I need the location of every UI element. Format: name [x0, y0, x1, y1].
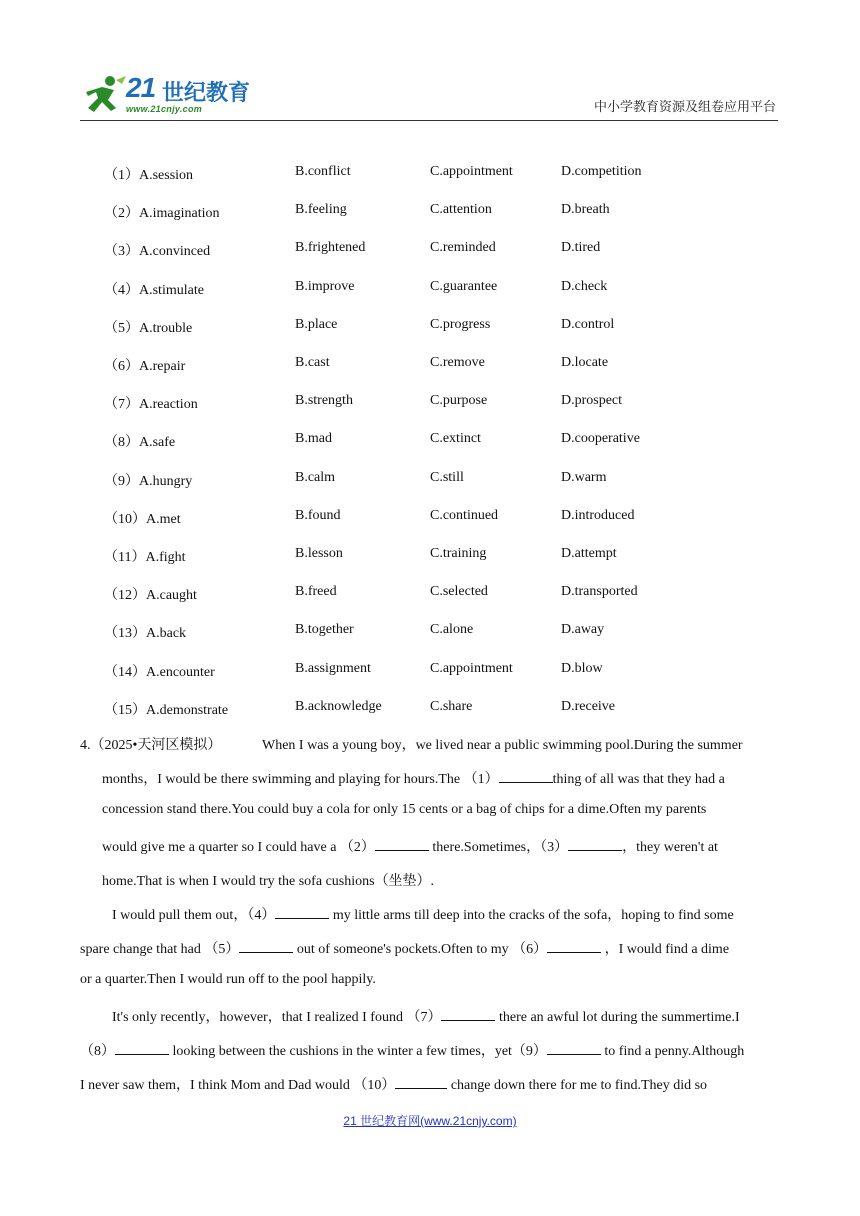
option-c[interactable]: C.remove — [430, 355, 485, 370]
option-b[interactable]: B.place — [295, 316, 338, 332]
option-c[interactable]: C.reminded — [430, 240, 496, 256]
option-b[interactable]: B.acknowledge — [295, 698, 382, 714]
option-d[interactable]: D.blow — [561, 660, 603, 676]
option-b[interactable]: B.strength — [295, 393, 353, 409]
option-a[interactable]: （10）A.met — [104, 511, 181, 527]
option-b[interactable]: B.cast — [295, 355, 330, 370]
option-b[interactable]: B.mad — [295, 431, 332, 447]
option-a[interactable]: （2）A.imagination — [104, 206, 220, 222]
q4-line-1 — [80, 734, 743, 754]
option-d[interactable]: D.away — [561, 622, 605, 638]
option-d[interactable]: D.cooperative — [561, 431, 640, 447]
option-c[interactable]: C.training — [430, 546, 487, 561]
option-b[interactable]: B.lesson — [295, 546, 343, 561]
option-d[interactable]: D.check — [561, 278, 608, 294]
logo — [80, 72, 250, 116]
option-c[interactable]: C.alone — [430, 622, 474, 638]
option-c[interactable]: C.share — [430, 698, 473, 714]
blank-8[interactable] — [115, 1042, 169, 1055]
blank-9[interactable] — [547, 1042, 601, 1055]
option-d[interactable]: D.introduced — [561, 507, 635, 523]
text: home.That is when I would try the sofa cushions（坐垫）. — [102, 874, 435, 889]
q4-p2-line-3 — [80, 972, 376, 988]
option-b[interactable]: B.calm — [295, 469, 336, 485]
option-b[interactable]: B.found — [295, 507, 341, 523]
q4-p3-line-2 — [80, 1040, 744, 1060]
text: I never saw them，I think Mom and Dad would （10） — [80, 1078, 396, 1093]
page-header — [80, 68, 778, 121]
option-c[interactable]: C.selected — [430, 584, 488, 600]
q4-line-4 — [102, 836, 718, 856]
q4-p3-line-3 — [80, 1074, 707, 1094]
blank-3[interactable] — [568, 838, 622, 851]
text: would give me a quarter so I could have a （2） — [102, 840, 375, 855]
logo-number: 21 — [126, 72, 156, 103]
option-d[interactable]: D.warm — [561, 469, 607, 485]
blank-1[interactable] — [499, 770, 553, 783]
q4-line-5 — [102, 870, 434, 890]
option-a[interactable]: （6）A.repair — [104, 359, 186, 374]
option-a[interactable]: （7）A.reaction — [104, 397, 198, 413]
text: concession stand there.You could buy a cola for only 15 cents or a bag of chips for a dime.Often my parents — [102, 802, 707, 817]
logo-text: 世纪教育 — [162, 80, 251, 105]
option-a[interactable]: （15）A.demonstrate — [104, 702, 229, 718]
blank-2[interactable] — [375, 838, 429, 851]
text: ，they weren't at — [622, 840, 718, 855]
q4-p2-line-1 — [112, 904, 734, 924]
option-d[interactable]: D.breath — [561, 202, 610, 218]
text: out of someone's pockets.Often to my （6） — [293, 942, 548, 957]
logo-url: www.21cnjy.com — [126, 104, 203, 114]
option-a[interactable]: （5）A.trouble — [104, 320, 193, 336]
option-d[interactable]: D.competition — [561, 164, 642, 179]
text: months，I would be there swimming and playing for hours.The （1） — [102, 772, 499, 787]
option-c[interactable]: C.continued — [430, 507, 499, 523]
runner-logo-icon — [80, 74, 126, 116]
text: looking between the cushions in the winter a few times，yet（9） — [169, 1044, 547, 1059]
option-a[interactable]: （12）A.caught — [104, 588, 197, 604]
option-a[interactable]: （11）A.fight — [104, 550, 186, 565]
text: to find a penny.Although — [600, 1044, 745, 1059]
option-b[interactable]: B.feeling — [295, 202, 347, 218]
option-a[interactable]: （4）A.stimulate — [104, 282, 204, 298]
option-a[interactable]: （8）A.safe — [104, 435, 176, 451]
text: my little arms till deep into the cracks of the sofa，hoping to find some — [329, 908, 734, 923]
option-c[interactable]: C.guarantee — [430, 278, 498, 294]
option-b[interactable]: B.frightened — [295, 240, 366, 256]
option-d[interactable]: D.tired — [561, 240, 601, 256]
option-c[interactable]: C.attention — [430, 202, 492, 218]
text: there.Sometimes，（3） — [428, 840, 569, 855]
header-tagline: 中小学教育资源及组卷应用平台 — [593, 99, 776, 114]
blank-4[interactable] — [275, 906, 329, 919]
option-b[interactable]: B.freed — [295, 584, 337, 600]
option-d[interactable]: D.prospect — [561, 393, 623, 409]
option-b[interactable]: B.together — [295, 622, 354, 638]
text: ，I would find a dime — [601, 942, 730, 957]
text: When I was a young boy，we lived near a public swimming pool.During the summer — [262, 738, 743, 753]
option-d[interactable]: D.transported — [561, 584, 638, 600]
option-a[interactable]: （9）A.hungry — [104, 473, 193, 489]
option-c[interactable]: C.appointment — [430, 164, 513, 179]
question-label: 4.（2025•天河区模拟） — [80, 738, 222, 753]
q4-p3-line-1 — [112, 1006, 740, 1026]
option-c[interactable]: C.still — [430, 469, 464, 485]
text: spare change that had （5） — [80, 942, 240, 957]
option-a[interactable]: （14）A.encounter — [104, 664, 215, 680]
blank-6[interactable] — [547, 940, 601, 953]
option-c[interactable]: C.extinct — [430, 431, 481, 447]
option-a[interactable]: （1）A.session — [104, 168, 194, 183]
option-b[interactable]: B.conflict — [295, 164, 351, 179]
option-b[interactable]: B.improve — [295, 278, 355, 294]
text: change down there for me to find.They did so — [447, 1078, 708, 1093]
q4-line-3 — [102, 802, 706, 818]
option-d[interactable]: D.attempt — [561, 546, 617, 561]
q4-line-2 — [102, 768, 725, 788]
text: thing of all was that they had a — [552, 772, 725, 787]
text: I would pull them out，（4） — [112, 908, 276, 923]
option-a[interactable]: （3）A.convinced — [104, 244, 211, 260]
option-c[interactable]: C.purpose — [430, 393, 488, 409]
option-c[interactable]: C.progress — [430, 316, 491, 332]
blank-10[interactable] — [395, 1076, 447, 1089]
q4-p2-line-2 — [80, 938, 729, 958]
blank-7[interactable] — [441, 1008, 495, 1021]
option-a[interactable]: （13）A.back — [104, 626, 187, 642]
blank-5[interactable] — [239, 940, 293, 953]
option-d[interactable]: D.receive — [561, 698, 616, 714]
text: （8） — [80, 1044, 115, 1059]
footer-link[interactable]: 21 世纪教育网(www.21cnjy.com) — [343, 1114, 517, 1128]
text: or a quarter.Then I would run off to the pool happily. — [80, 972, 376, 987]
option-b[interactable]: B.assignment — [295, 660, 371, 676]
text: It's only recently，however，that I realized I found （7） — [112, 1010, 442, 1025]
option-d[interactable]: D.control — [561, 316, 615, 332]
option-c[interactable]: C.appointment — [430, 660, 513, 676]
option-d[interactable]: D.locate — [561, 355, 609, 370]
text: there an awful lot during the summertime.I — [495, 1010, 740, 1025]
